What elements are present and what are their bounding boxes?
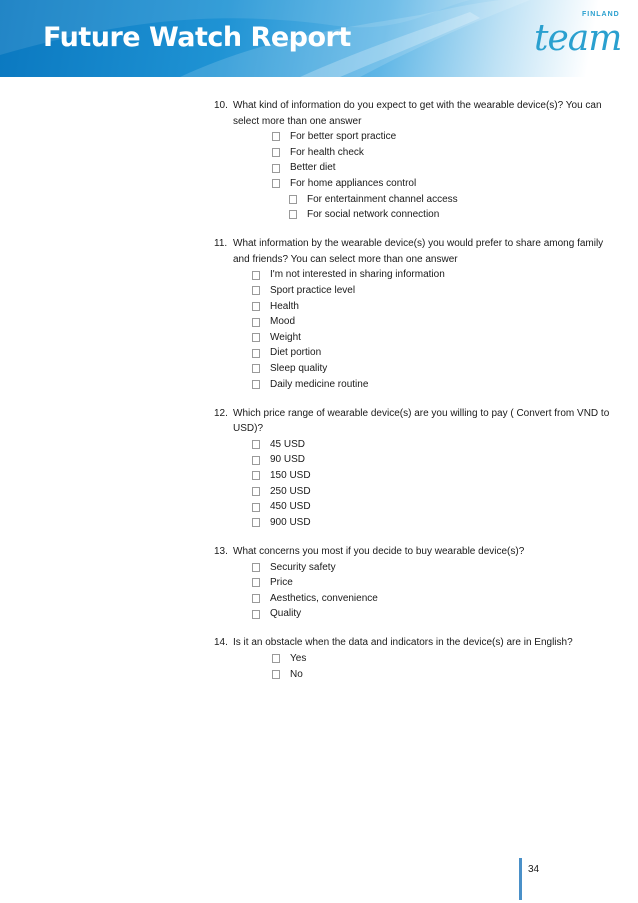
checkbox-icon[interactable] [272, 148, 280, 157]
option-row[interactable] [214, 484, 614, 500]
option-row[interactable] [214, 345, 614, 361]
option-row[interactable] [214, 192, 614, 208]
option-row[interactable] [214, 314, 614, 330]
option-label: I'm not interested in sharing information [270, 269, 445, 281]
checkbox-icon[interactable] [252, 610, 260, 619]
option-label: Price [270, 577, 293, 589]
question-14 [214, 635, 614, 682]
page-number: 34 [528, 864, 540, 875]
option-row[interactable] [214, 160, 614, 176]
option-label: 900 USD [270, 516, 311, 528]
option-row[interactable] [214, 606, 614, 622]
option-row[interactable] [214, 267, 614, 283]
option-row[interactable] [214, 560, 614, 576]
option-row[interactable] [214, 207, 614, 223]
checkbox-icon[interactable] [272, 654, 280, 663]
checkbox-icon[interactable] [252, 364, 260, 373]
checkbox-icon[interactable] [252, 271, 260, 280]
option-label: Better diet [290, 162, 336, 174]
report-title: Future Watch Report [43, 22, 351, 53]
option-label: 450 USD [270, 501, 311, 513]
question-10 [214, 98, 614, 223]
option-row[interactable] [214, 499, 614, 515]
question-number: 12. [214, 407, 228, 419]
option-label: No [290, 668, 303, 680]
option-label: Sleep quality [270, 363, 328, 374]
question-number: 11. [214, 238, 228, 250]
checkbox-icon[interactable] [252, 503, 260, 512]
checkbox-icon[interactable] [252, 518, 260, 527]
option-row[interactable] [214, 330, 614, 346]
option-label: For better sport practice [290, 131, 397, 143]
question-12 [214, 406, 614, 531]
option-label: Diet portion [270, 347, 322, 359]
question-number: 14. [214, 637, 228, 649]
option-label: For home appliances control [290, 177, 417, 189]
checkbox-icon[interactable] [289, 210, 297, 219]
option-label: Weight [270, 331, 301, 343]
option-label: Health [270, 300, 299, 312]
option-row[interactable] [214, 283, 614, 299]
option-label: Aesthetics, convenience [270, 592, 378, 604]
checkbox-icon[interactable] [252, 380, 260, 389]
option-label: 45 USD [270, 438, 306, 450]
question-text: Which price range of wearable device(s) are you willing to pay ( Convert from VND to USD)? [233, 407, 610, 435]
questionnaire [214, 98, 614, 696]
report-header [0, 0, 638, 77]
option-label: For social network connection [307, 209, 440, 221]
option-row[interactable] [214, 667, 614, 683]
option-row[interactable] [214, 591, 614, 607]
option-label: Sport practice level [270, 285, 356, 297]
logo-finland-text: FINLAND [582, 11, 620, 18]
checkbox-icon[interactable] [272, 670, 280, 679]
option-row[interactable] [214, 575, 614, 591]
question-text: What kind of information do you expect to get with the wearable device(s)? You can select more than one answer [233, 100, 602, 127]
checkbox-icon[interactable] [252, 349, 260, 358]
checkbox-icon[interactable] [252, 471, 260, 480]
option-row[interactable] [214, 361, 614, 377]
option-label: 250 USD [270, 485, 311, 497]
option-row[interactable] [214, 651, 614, 667]
option-row[interactable] [214, 515, 614, 531]
checkbox-icon[interactable] [252, 333, 260, 342]
checkbox-icon[interactable] [252, 563, 260, 572]
question-number: 13. [214, 545, 228, 557]
option-label: Quality [270, 608, 302, 620]
option-row[interactable] [214, 452, 614, 468]
checkbox-icon[interactable] [252, 440, 260, 449]
option-row[interactable] [214, 468, 614, 484]
checkbox-icon[interactable] [252, 318, 260, 327]
question-13 [214, 544, 614, 622]
option-row[interactable] [214, 437, 614, 453]
option-row[interactable] [214, 145, 614, 161]
question-text: Is it an obstacle when the data and indicators in the device(s) are in English? [233, 637, 573, 649]
option-row[interactable] [214, 299, 614, 315]
option-label: Security safety [270, 561, 336, 573]
checkbox-icon[interactable] [252, 286, 260, 295]
question-number: 10. [214, 100, 228, 111]
option-label: For entertainment channel access [307, 193, 458, 205]
checkbox-icon[interactable] [289, 195, 297, 204]
question-text: What information by the wearable device(s) you would prefer to share among family and friends? You can select more than one answer [233, 238, 604, 265]
option-label: For health check [290, 146, 364, 158]
checkbox-icon[interactable] [252, 594, 260, 603]
option-row[interactable] [214, 176, 614, 192]
checkbox-icon[interactable] [252, 487, 260, 496]
checkbox-icon[interactable] [272, 179, 280, 188]
option-label: Yes [290, 653, 307, 664]
option-label: 90 USD [270, 454, 306, 466]
checkbox-icon[interactable] [272, 132, 280, 141]
finland-team-logo [534, 6, 624, 68]
option-row[interactable] [214, 129, 614, 145]
logo-team-text: team [534, 18, 622, 59]
checkbox-icon[interactable] [252, 456, 260, 465]
checkbox-icon[interactable] [272, 164, 280, 173]
option-row[interactable] [214, 377, 614, 393]
question-text: What concerns you most if you decide to buy wearable device(s)? [233, 545, 525, 557]
question-11 [214, 236, 614, 392]
option-label: Mood [270, 316, 296, 328]
checkbox-icon[interactable] [252, 578, 260, 587]
option-label: Daily medicine routine [270, 378, 369, 390]
checkbox-icon[interactable] [252, 302, 260, 311]
footer-accent-bar [519, 858, 522, 900]
option-label: 150 USD [270, 470, 311, 482]
